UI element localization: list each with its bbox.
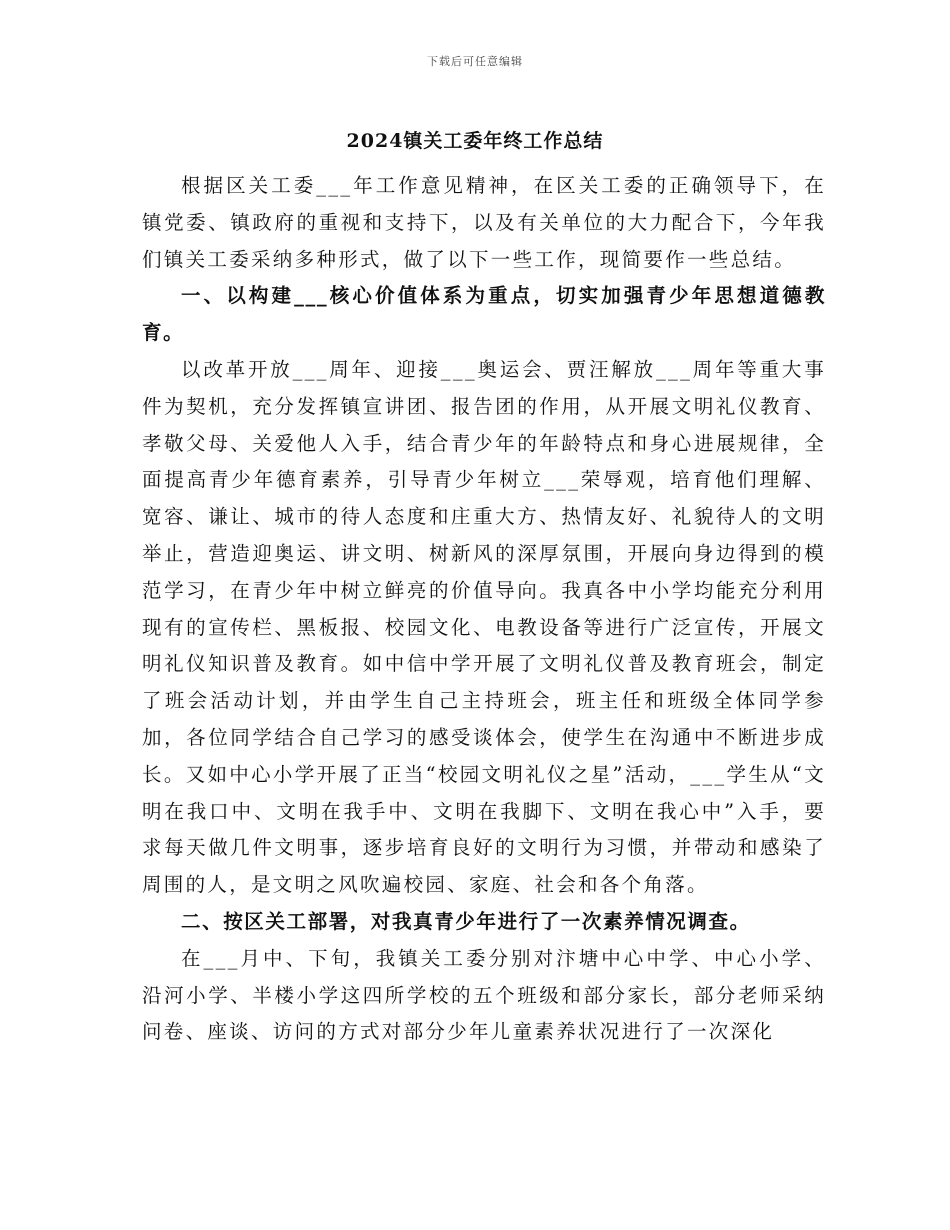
section-heading-2: 二、按区关工部署，对我真青少年进行了一次素养情况调查。 xyxy=(181,909,751,933)
section-1-paragraph: 以改革开放___周年、迎接___奥运会、贾汪解放___周年等重大事件为契机，充分发挥镇宣讲团、报告团的作用，从开展文明礼仪教育、孝敬父母、关爱他人入手，结合青少年的年龄特点和身心进展规律，全面提高青少年德育素养，引导青少年树立___荣辱观，培育他们理解、宽容、谦让、城市的待人态度和庄重大方、热情友好、礼貌待人的文明举止，营造迎奥运、讲文明、树新风的深厚氛围，开展向身边得到的模范学习，在青少年中树立鲜亮的价值导向。我真各中小学均能充分利用现有的宣传栏、黑板报、校园文化、电教设备等进行广泛宣传，开展文明礼仪知识普及教育。如中信中学开展了文明礼仪普及教育班会，制定了班会活动计划，并由学生自己主持班会，班主任和班级全体同学参加，各位同学结合自己学习的感受谈体会，使学生在沟通中不断进步成长。又如中心小学开展了正当“校园文明礼仪之星”活动，___学生从“文明在我口中、文明在我手中、文明在我脚下、文明在我心中”入手，要求每天做几件文明事，逐步培育良好的文明行为习惯，并带动和感染了周围的人，是文明之风吹遍校园、家庭、社会和各个角落。 xyxy=(142,357,826,897)
document-body xyxy=(142,168,826,1051)
section-heading-1: 一、以构建___核心价值体系为重点，切实加强青少年思想道德教育。 xyxy=(142,284,826,345)
section-2-paragraph: 在___月中、下旬，我镇关工委分别对汴塘中心中学、中心小学、沿河小学、半楼小学这四所学校的五个班级和部分家长，部分老师采纳问卷、座谈、访问的方式对部分少年儿童素养状况进行了一次深化 xyxy=(142,946,826,1044)
document-title: 2024镇关工委年终工作总结 xyxy=(346,130,604,152)
intro-paragraph: 根据区关工委___年工作意见精神，在区关工委的正确领导下，在镇党委、镇政府的重视和支持下，以及有关单位的大力配合下，今年我们镇关工委采纳多种形式，做了以下一些工作，现简要作一些总结。 xyxy=(142,174,826,271)
page-header-note: 下载后可任意编辑 xyxy=(427,55,523,68)
